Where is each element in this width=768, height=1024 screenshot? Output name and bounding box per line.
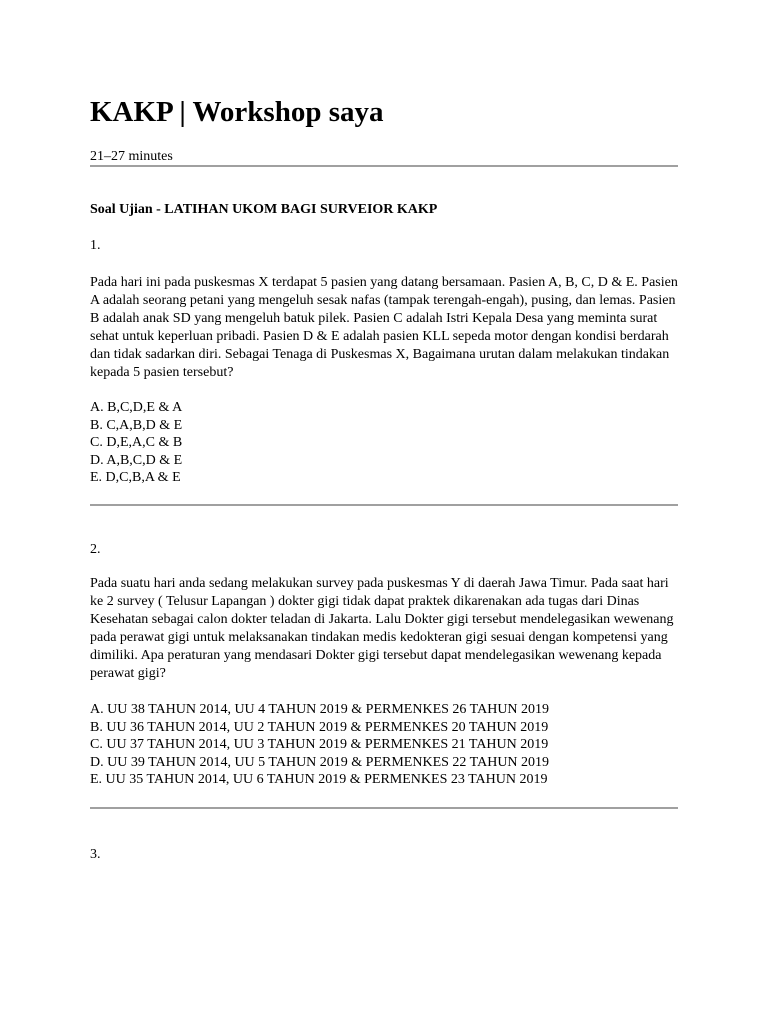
answer-options [90, 701, 549, 789]
question-number: 1. [90, 238, 101, 253]
answer-option: C. UU 37 TAHUN 2014, UU 3 TAHUN 2019 & PERMENKES 21 TAHUN 2019 [90, 737, 549, 752]
reading-time: 21–27 minutes [90, 149, 173, 164]
answer-option: B. UU 36 TAHUN 2014, UU 2 TAHUN 2019 & PERMENKES 20 TAHUN 2019 [90, 719, 549, 735]
question-number: 3. [90, 847, 101, 862]
divider [90, 504, 678, 506]
answer-option: D. A,B,C,D & E [90, 452, 183, 468]
section-title: Soal Ujian - LATIHAN UKOM BAGI SURVEIOR KAKP [90, 202, 438, 217]
answer-option: C. D,E,A,C & B [90, 435, 183, 450]
answer-option: D. UU 39 TAHUN 2014, UU 5 TAHUN 2019 & PERMENKES 22 TAHUN 2019 [90, 754, 550, 770]
answer-options [90, 399, 182, 487]
answer-option: A. UU 38 TAHUN 2014, UU 4 TAHUN 2019 & PERMENKES 26 TAHUN 2019 [90, 702, 550, 717]
question-number: 2. [90, 542, 101, 557]
divider [90, 807, 678, 809]
answer-option: B. C,A,B,D & E [90, 417, 183, 433]
divider [90, 165, 678, 167]
answer-option: E. UU 35 TAHUN 2014, UU 6 TAHUN 2019 & PERMENKES 23 TAHUN 2019 [90, 772, 548, 787]
question-text: Pada suatu hari anda sedang melakukan survey pada puskesmas Y di daerah Jawa Timur. Pada saat hari ke 2 survey ( Telusur Lapangan ) dokter gigi tidak dapat praktek dikarenakan ada tugas dari Dinas Kesehatan sebagai calon dokter teladan di Jakarta. Lalu Dokter gigi tersebut mendelegasikan wewenang pada perawat gigi untuk melaksanakan tindakan medis kedokteran gigi sesuai dengan kompetensi yang dimiliki. Apa peraturan yang mendasari Dokter gigi tersebut dapat mendelegasikan wewenang kepada perawat gigi? [90, 576, 674, 681]
question-text: Pada hari ini pada puskesmas X terdapat 5 pasien yang datang bersamaan. Pasien A, B, C, D & E. Pasien A adalah seorang petani yang mengeluh sesak nafas (tampak terengah-engah), pusing, dan lemas. Pasien B adalah anak SD yang mengeluh batuk pilek. Pasien C adalah Istri Kepala Desa yang meminta surat sehat untuk keperluan pribadi. Pasien D & E adalah pasien KLL sepeda motor dengan kondisi berdarah dan tidak sadarkan diri. Sebagai Tenaga di Puskesmas X, Bagaimana urutan dalam melakukan tindakan kepada 5 pasien tersebut? [90, 275, 678, 380]
answer-option: A. B,C,D,E & A [90, 400, 183, 415]
page-title: KAKP | Workshop saya [90, 96, 384, 128]
answer-option: E. D,C,B,A & E [90, 470, 181, 485]
